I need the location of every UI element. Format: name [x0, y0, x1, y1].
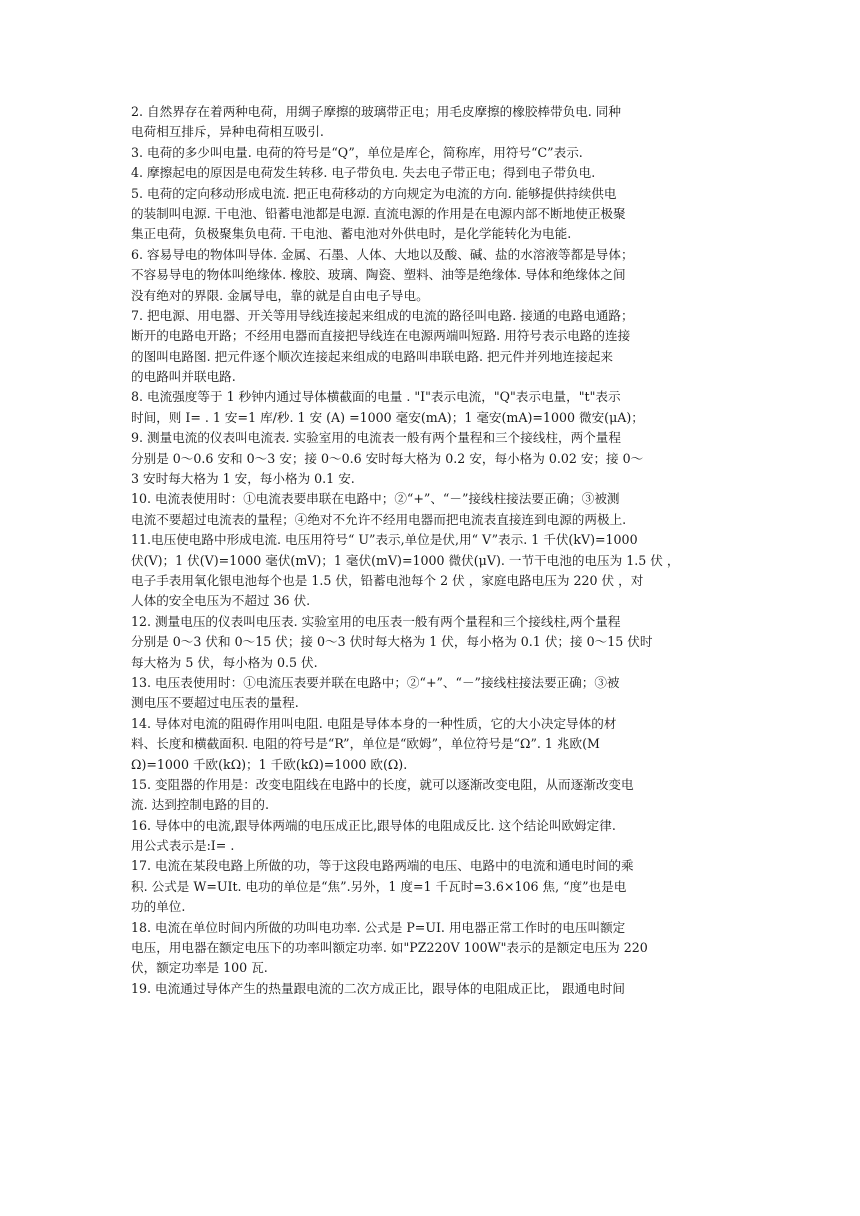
text-line: 分别是 0～0.6 安和 0～3 安；接 0～0.6 安时每大格为 0.2 安，每小格为 0.02 安；接 0～	[131, 450, 644, 466]
text-line: 电压，用电器在额定电压下的功率叫额定功率. 如"PZ220V 100W"表示的是额定电压为 220	[131, 940, 648, 956]
text-line: 集正电荷，负极聚集负电荷. 干电池、蓄电池对外供电时，是化学能转化为电能.	[131, 226, 572, 242]
text-line: 的装制叫电源. 干电池、铅蓄电池都是电源. 直流电源的作用是在电源内部不断地使正极聚	[131, 205, 626, 221]
text-line: 流. 达到控制电路的目的.	[131, 797, 269, 813]
text-line: 3 安时每大格为 1 安，每小格为 0.1 安.	[131, 471, 355, 487]
text-line: 13. 电压表使用时：①电流压表要并联在电路中；②“+”、“－”接线柱接法要正确；③被	[131, 674, 620, 690]
text-line: 7. 把电源、用电器、开关等用导线连接起来组成的电流的路径叫电路. 接通的电路电通路；	[131, 307, 634, 323]
text-line: 14. 导体对电流的阻碍作用叫电阻. 电阻是导体本身的一种性质，它的大小决定导体的材	[131, 715, 617, 731]
text-line: 18. 电流在单位时间内所做的功叫电功率. 公式是 P=UI. 用电器正常工作时的电压叫额定	[131, 919, 626, 935]
text-line: 电荷相互排斥，异种电荷相互吸引.	[131, 124, 324, 140]
text-line: 的图叫电路图. 把元件逐个顺次连接起来组成的电路叫串联电路. 把元件并列地连接起来	[131, 348, 613, 364]
document-body	[131, 102, 731, 999]
text-line: 12. 测量电压的仪表叫电压表. 实验室用的电压表一般有两个量程和三个接线柱,两个量程	[131, 613, 621, 629]
text-line: 4. 摩擦起电的原因是电荷发生转移. 电子带负电. 失去电子带正电；得到电子带负电.	[131, 165, 596, 181]
text-line: 16. 导体中的电流,跟导体两端的电压成正比,跟导体的电阻成反比. 这个结论叫欧姆定律.	[131, 817, 616, 833]
text-line: 6. 容易导电的物体叫导体. 金属、石墨、人体、大地以及酸、碱、盐的水溶液等都是导体；	[131, 246, 634, 262]
text-line: 积. 公式是 W=UIt. 电功的单位是“焦”.另外，1 度=1 千瓦时=3.6×106 焦, “度”也是电	[131, 878, 627, 894]
text-line: 电子手表用氧化银电池每个也是 1.5 伏，铅蓄电池每个 2 伏 ，家庭电路电压为 220 伏 ，对	[131, 572, 644, 588]
text-line: 人体的安全电压为不超过 36 伏.	[131, 593, 311, 609]
text-line: 9. 测量电流的仪表叫电流表. 实验室用的电流表一般有两个量程和三个接线柱，两个量程	[131, 430, 621, 446]
text-line: 每大格为 5 伏，每小格为 0.5 伏.	[131, 654, 318, 670]
text-line: 伏(V)；1 伏(V)=1000 毫伏(mV)；1 毫伏(mV)=1000 微伏(μV). 一节干电池的电压为 1.5 伏 ，	[131, 552, 680, 568]
text-line: 测电压不要超过电压表的量程.	[131, 695, 299, 711]
text-line: 断开的电路电开路；不经用电器而直接把导线连在电源两端叫短路. 用符号表示电路的连接	[131, 328, 631, 344]
text-line: 时间，则 I= . 1 安=1 库/秒. 1 安 (A) =1000 毫安(mA)；1 毫安(mA)=1000 微安(μA)；	[131, 409, 644, 425]
text-line: 用公式表示是:I= .	[131, 838, 235, 854]
text-line: 不容易导电的物体叫绝缘体. 橡胶、玻璃、陶瓷、塑料、油等是绝缘体. 导体和绝缘体之间	[131, 267, 626, 283]
text-line: 5. 电荷的定向移动形成电流. 把正电荷移动的方向规定为电流的方向. 能够提供持续供电	[131, 185, 617, 201]
text-line: 电流不要超过电流表的量程；④绝对不允许不经用电器而把电流表直接连到电源的两极上.	[131, 511, 627, 527]
text-line: 15. 变阻器的作用是：改变电阻线在电路中的长度，就可以逐渐改变电阻，从而逐渐改变电	[131, 776, 634, 792]
text-line: 8. 电流强度等于 1 秒钟内通过导体横截面的电量 . "I"表示电流，"Q"表示电量，"t"表示	[131, 389, 621, 405]
text-line: 10. 电流表使用时：①电流表要串联在电路中；②“+”、“－”接线柱接法要正确；③被测	[131, 491, 620, 507]
text-line: 料、长度和横截面积. 电阻的符号是“R”，单位是“欧姆”，单位符号是“Ω”. 1 兆欧(M	[131, 736, 600, 752]
text-line: 11.电压使电路中形成电流. 电压用符号“ U”表示,单位是伏,用“ V”表示. 1 千伏(kV)=1000	[131, 532, 638, 548]
text-line: 伏，额定功率是 100 瓦.	[131, 960, 268, 976]
text-line: 功的单位.	[131, 899, 186, 915]
text-line: 19. 电流通过导体产生的热量跟电流的二次方成正比，跟导体的电阻成正比， 跟通电时间	[131, 980, 626, 996]
text-line: 没有绝对的界限. 金属导电，靠的就是自由电子导电。	[131, 287, 429, 303]
text-line: 3. 电荷的多少叫电量. 电荷的符号是“Q”，单位是库仑，简称库，用符号“C”表示.	[131, 144, 583, 160]
text-line: Ω)=1000 千欧(kΩ)；1 千欧(kΩ)=1000 欧(Ω).	[131, 756, 408, 772]
text-line: 2. 自然界存在着两种电荷，用绸子摩擦的玻璃带正电；用毛皮摩擦的橡胶棒带负电. 同种	[131, 104, 621, 119]
text-line: 17. 电流在某段电路上所做的功，等于这段电路两端的电压、电路中的电流和通电时间的乘	[131, 858, 634, 874]
text-line: 分别是 0～3 伏和 0～15 伏；接 0～3 伏时每大格为 1 伏，每小格为 0.1 伏；接 0～15 伏时	[131, 634, 653, 650]
text-line: 的电路叫并联电路.	[131, 369, 236, 385]
